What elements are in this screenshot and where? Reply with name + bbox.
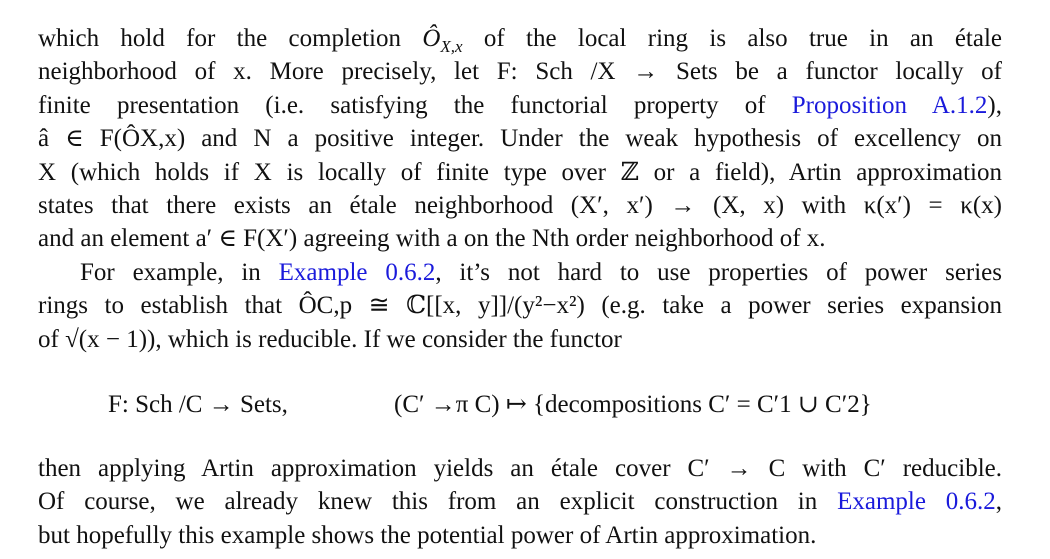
line-text: Of course, we already knew this from an explicit construction in: [38, 488, 838, 516]
line-text: For example, in: [80, 258, 279, 286]
text-line: [38, 89, 1002, 122]
text-line: then applying Artin approximation yields an étale cover C′ → C with C′ reducible.: [38, 454, 1002, 482]
paragraph-2: [38, 256, 1002, 356]
example-link[interactable]: Example 0.6.2: [837, 488, 996, 516]
text-line: but hopefully this example shows the potential power of Artin approximation.: [38, 521, 817, 549]
text-line: rings to establish that ÔC,p ≅ ℂ[[x, y]]/(y²−x²) (e.g. take a power series expansion: [38, 292, 1002, 320]
proposition-link[interactable]: Proposition A.1.2: [791, 91, 988, 119]
text-line: [38, 485, 1002, 518]
text-line: [38, 256, 1002, 289]
line-text: , it’s not hard to use properties of power series: [435, 258, 1003, 286]
paragraph-1: [38, 22, 1002, 256]
line-text: finite presentation (i.e. satisfying the functorial property of: [38, 91, 792, 119]
display-equation: [38, 374, 1002, 434]
equation-right: (C′ →π C) ↦ {decompositions C′ = C′1 ∪ C′2}: [394, 390, 872, 418]
document-page: [38, 22, 1002, 552]
text-line: â ∈ F(ÔX,x) and N a positive integer. Under the weak hypothesis of excellency on: [38, 125, 1002, 153]
paragraph-3: [38, 452, 1002, 552]
text-line: neighborhood of x. More precisely, let F: Sch /X → Sets be a functor locally of: [38, 58, 1002, 86]
example-link[interactable]: Example 0.6.2: [278, 258, 436, 286]
line-text: ),: [987, 91, 1002, 119]
text-line: and an element a′ ∈ F(X′) agreeing with a on the Nth order neighborhood of x.: [38, 225, 826, 253]
text-line: which hold for the completion $Ô_{X,x}$ of the local ring is also true in an étale: [38, 25, 1002, 56]
text-line: of √(x − 1)), which is reducible. If we consider the functor: [38, 325, 622, 353]
text-line: states that there exists an étale neighborhood (X′, x′) → (X, x) with κ(x′) = κ(x): [38, 191, 1002, 219]
equation-left: F: Sch /C → Sets,: [108, 390, 288, 418]
text-line: X (which holds if X is locally of finite type over ℤ or a field), Artin approximation: [38, 158, 1002, 186]
line-text: ,: [995, 488, 1003, 516]
